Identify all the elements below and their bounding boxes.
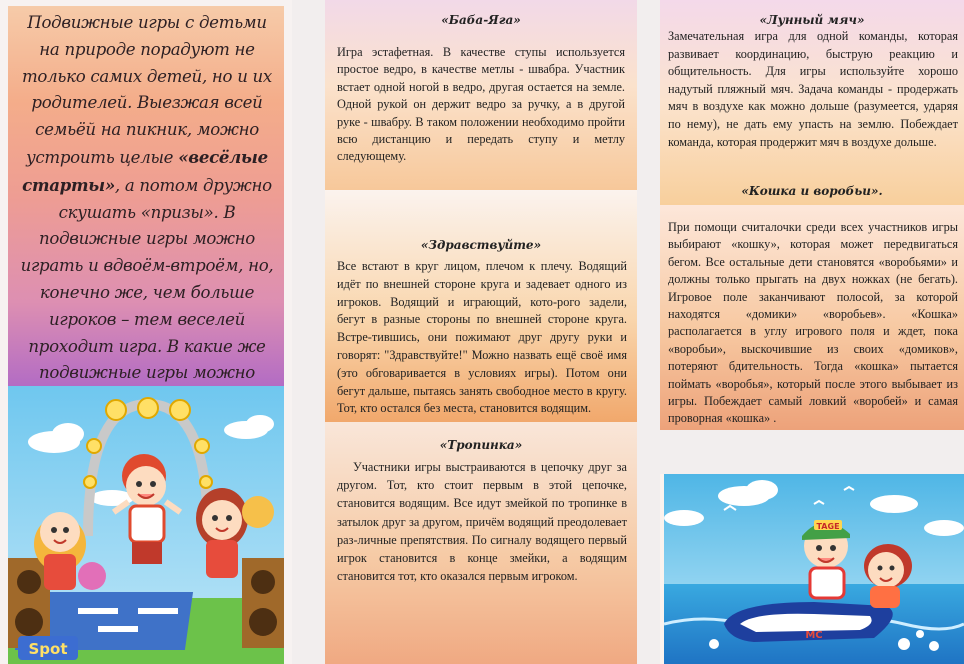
intro-block xyxy=(8,6,284,386)
zdravstvuyte-title: «Здравствуйте» xyxy=(420,238,542,252)
intro-text-part1: Подвижные игры с детьми на природе порадуют не только самих детей, но и их родителей. Выезжая всей семьёй на пикник, можно устроить целые xyxy=(22,13,272,167)
zdravstvuyte-text: Все встают в круг лицом, плечом к плечу. Водящий идёт по внешней стороне круга и задевает одного из игроков. Водящий и играющий, кото-рого задели, бегут в разные стороны по внешней стороне круга. Встре-тившись, они пожимают друг другу руки и говорят: "Здравствуйте!" Можно назвать ещё своё имя (это обговаривается в условиях игры). Потом они бегут дальше, пытаясь занять свободное место в кругу. Тот, кто остался без места, становится водящим. xyxy=(337,259,627,416)
lunny-myach-title: «Лунный мяч» xyxy=(759,13,865,27)
intro-text-bold: «весёлые старты» xyxy=(22,146,268,195)
intro-text xyxy=(16,10,278,441)
right-panel xyxy=(660,0,964,664)
jetski-label: MC xyxy=(805,630,823,641)
spot-sign-text: Spot xyxy=(28,640,68,658)
tropinka-text: Участники игры выстраиваются в цепочку друг за другом. Тот, кто стоит первым в этой цепочке, становится водящим. Все идут змейкой по тропинке в затылок друг за другом, причём водящий преодолевает раз-личные препятствия. По сигналу водящего первый игрок становится в конце змейки, а водящим становится тот, кто оказался первым игроком. xyxy=(337,460,627,584)
intro-text-part2: , а потом дружно скушать «призы». В подвижные игры можно играть и вдвоём-втроём, но, конечно же, чем больше игроков – тем веселей проходит игра. В какие же подвижные игры можно xyxy=(20,175,274,383)
middle-panel xyxy=(325,0,637,664)
tropinka-title: «Тропинка» xyxy=(439,438,523,452)
lunny-myach-text: Замечательная игра для одной команды, которая развивает координацию, быструю реакцию и общительность. Для игры используйте хорошо надутый пляжный мяч. Задача команды - продержать мяч в воздухе как можно дольше (разумеется, ударяя по нему), не дать ему упасть на землю. Побеждает команда, которая продержит мяч в воздухе дольше. xyxy=(668,29,958,149)
left-panel xyxy=(0,0,292,664)
kids-cheerleaders-illustration xyxy=(8,386,284,664)
koshka-title: «Кошка и воробьи». xyxy=(741,184,883,198)
baba-yaga-text: Игра эстафетная. В качестве ступы используется простое ведро, в качестве метлы - швабра. Участник встает одной ногой в ведро, другая остается на земле. Одной рукой он держит ведро за ручку, а в другой руке - швабру. В таком положении необходимо пройти всю дистанцию и передать ступу и метлу следующему. xyxy=(337,45,625,164)
baba-yaga-title: «Баба-Яга» xyxy=(441,13,521,27)
koshka-text: При помощи считалочки среди всех участников игры выбирают «кошку», которая может передвигаться бегом. Все остальные дети становятся «воробьями» и должны только прыгать на двух ножках (не бегать). Игровое поле заканчивают полосой, за которой находятся «домики» «воробьев». «Кошка» располагается в углу игрового поля и ждет, пока «воробьи», выскочившие из своих «домиков», потеряют бдительность. Тогда «кошка» пытается поймать «воробья», который после этого выбывает из игры. Побеждает самый ловкий «воробей» и самая проворная «кошка» . xyxy=(668,220,958,426)
cap-label: TAGE xyxy=(816,522,840,531)
jetski-kids-illustration xyxy=(664,474,964,664)
